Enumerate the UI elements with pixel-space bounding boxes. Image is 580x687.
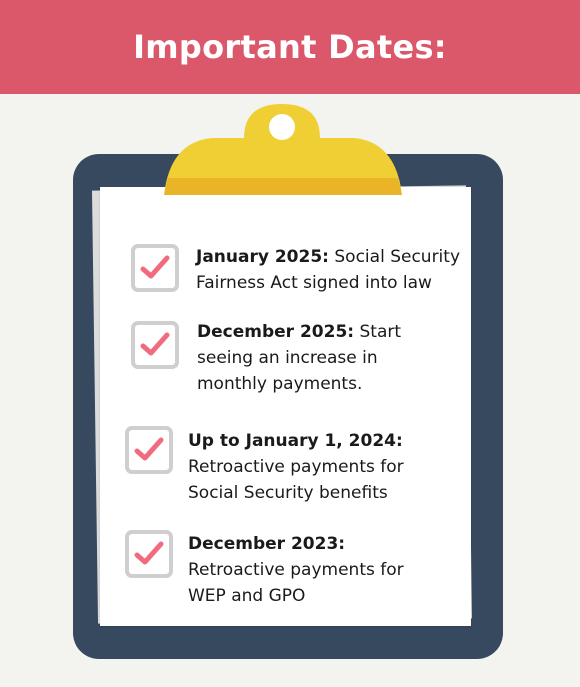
clipboard-clip-icon [164, 100, 402, 195]
checkmark-icon [140, 254, 170, 282]
page-title: Important Dates: [133, 28, 447, 66]
item-description: Retroactive payments for WEP and GPO [188, 560, 404, 606]
checkmark-icon [134, 540, 164, 568]
item-text [197, 319, 407, 397]
item-text [196, 244, 466, 296]
checkmark-icon [140, 331, 170, 359]
item-date: December 2025: [197, 322, 355, 342]
header-banner [0, 0, 580, 94]
item-description: Retroactive payments for Social Security benefits [188, 457, 404, 503]
checkmark-icon [134, 436, 164, 464]
checkbox[interactable] [131, 321, 179, 369]
item-description: Start seeing an increase in monthly payments. [197, 322, 402, 394]
item-date: Up to January 1, 2024: [188, 431, 403, 451]
checkbox[interactable] [125, 530, 173, 578]
item-description: Social Security Fairness Act signed into law [196, 247, 461, 293]
item-text [188, 428, 418, 506]
item-text [188, 531, 418, 609]
item-date: January 2025: [196, 247, 329, 267]
item-date: December 2023: [188, 534, 346, 554]
checkbox[interactable] [125, 426, 173, 474]
checkbox[interactable] [131, 244, 179, 292]
